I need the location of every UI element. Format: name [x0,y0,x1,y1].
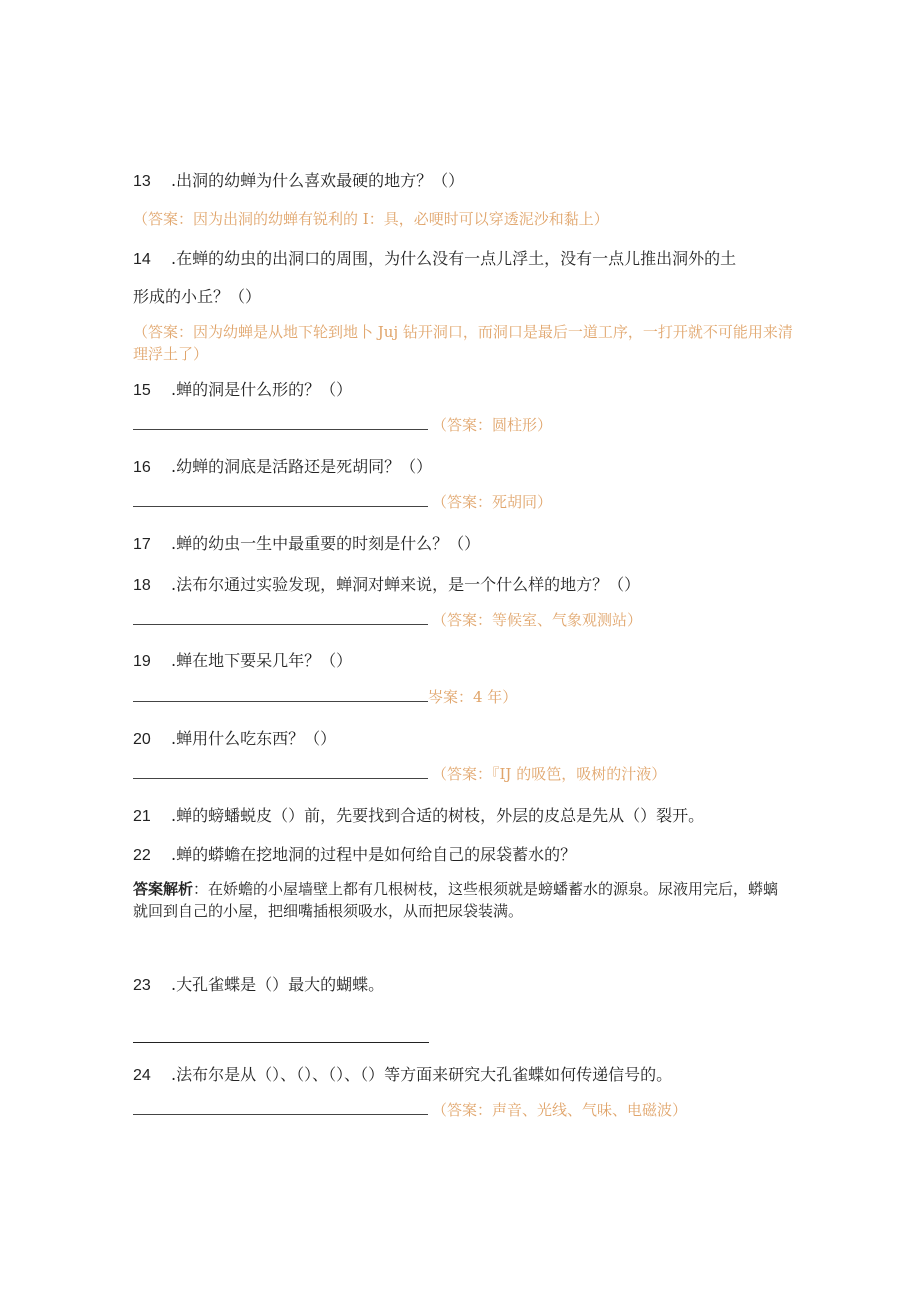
question-13 [133,171,464,192]
question-text: .法布尔通过实验发现，蝉洞对蝉来说，是一个什么样的地方？（） [171,575,641,594]
answer-20: （答案：『IJ 的吸笆，吸树的汁液） [432,765,667,783]
answer-blank[interactable] [133,687,428,702]
answer-14: （答案：因为幼蝉是从地下轮到地卜 Juj 钻开洞口，而洞口是最后一道工序，一打开就不可能用来清理浮土了） [133,323,793,363]
question-number: 19 [133,653,151,670]
question-text: .蝉在地下要呆几年？（） [171,651,353,670]
question-text: .蝉的幼虫一生中最重要的时刻是什么？（） [171,534,481,553]
question-14-continued: 形成的小丘？（） [133,287,262,306]
question-number: 24 [133,1067,151,1084]
question-text: .幼蝉的洞底是活路还是死胡同？（） [171,457,433,476]
answer-blank[interactable] [133,610,428,625]
question-text: .蝉用什么吃东西？（） [171,729,337,748]
question-number: 20 [133,731,151,748]
answer-line-18 [133,610,642,630]
question-number: 21 [133,808,151,825]
answer-13: （答案：因为出洞的幼蝉有锐利的 I：具，必哽时可以穿透泥沙和黏上） [133,210,609,228]
answer-line-24 [133,1100,687,1120]
question-24 [133,1065,672,1086]
answer-blank[interactable] [133,1100,428,1115]
question-21 [133,806,704,827]
question-number: 18 [133,577,151,594]
answer-label: 答案解析 [133,880,194,898]
question-19 [133,651,352,672]
answer-line-15 [133,415,552,435]
answer-blank[interactable] [133,415,428,430]
answer-text: ：在娇蟾的小屋墙壁上都有几根树枝，这些根须就是螃蟠蓄水的源泉。尿液用完后，蟒螭就回到自己的小屋，把细嘴插根须吸水，从而把尿袋装满。 [133,880,779,920]
question-18 [133,575,640,596]
question-number: 22 [133,847,151,864]
question-number: 23 [133,977,151,994]
answer-22 [133,878,793,922]
answer-line-19 [133,687,517,707]
answer-blank-23[interactable] [133,1042,429,1043]
answer-16: （答案：死胡同） [432,493,553,511]
answer-15: （答案：圆柱形） [432,416,553,434]
question-16 [133,457,432,478]
answer-18: （答案：等候室、气象观测站） [432,611,643,629]
answer-blank[interactable] [133,764,428,779]
question-text: .蝉的洞是什么形的？（） [171,380,353,399]
question-number: 17 [133,536,151,553]
answer-24: （答案：声音、光线、气味、电磁波） [432,1101,688,1119]
question-text: .法布尔是从（）、（）、（）、（）等方面来研究大孔雀蝶如何传递信号的。 [171,1065,673,1084]
question-number: 13 [133,173,151,190]
question-22 [133,845,576,866]
answer-blank[interactable] [133,492,428,507]
question-text: .蝉的蟒蟾在挖地洞的过程中是如何给自己的尿袋蓄水的？ [171,845,577,864]
question-number: 14 [133,251,151,268]
question-17 [133,534,480,555]
question-15 [133,380,352,401]
question-number: 16 [133,459,151,476]
answer-line-16 [133,492,552,512]
question-text: .出洞的幼蝉为什么喜欢最硬的地方？（） [171,171,465,190]
question-text: .在蝉的幼虫的出洞口的周围，为什么没有一点儿浮土，没有一点儿推出洞外的土 [171,249,737,268]
question-14 [133,249,736,270]
answer-19: 岑案：4 年） [428,688,518,706]
question-number: 15 [133,382,151,399]
question-23 [133,975,384,996]
question-20 [133,729,336,750]
answer-line-20 [133,764,666,784]
question-text: .蝉的螃蟠蜕皮（）前，先要找到合适的树枝，外层的皮总是先从（）裂开。 [171,806,705,825]
question-text: .大孔雀蝶是（）最大的蝴蝶。 [171,975,385,994]
